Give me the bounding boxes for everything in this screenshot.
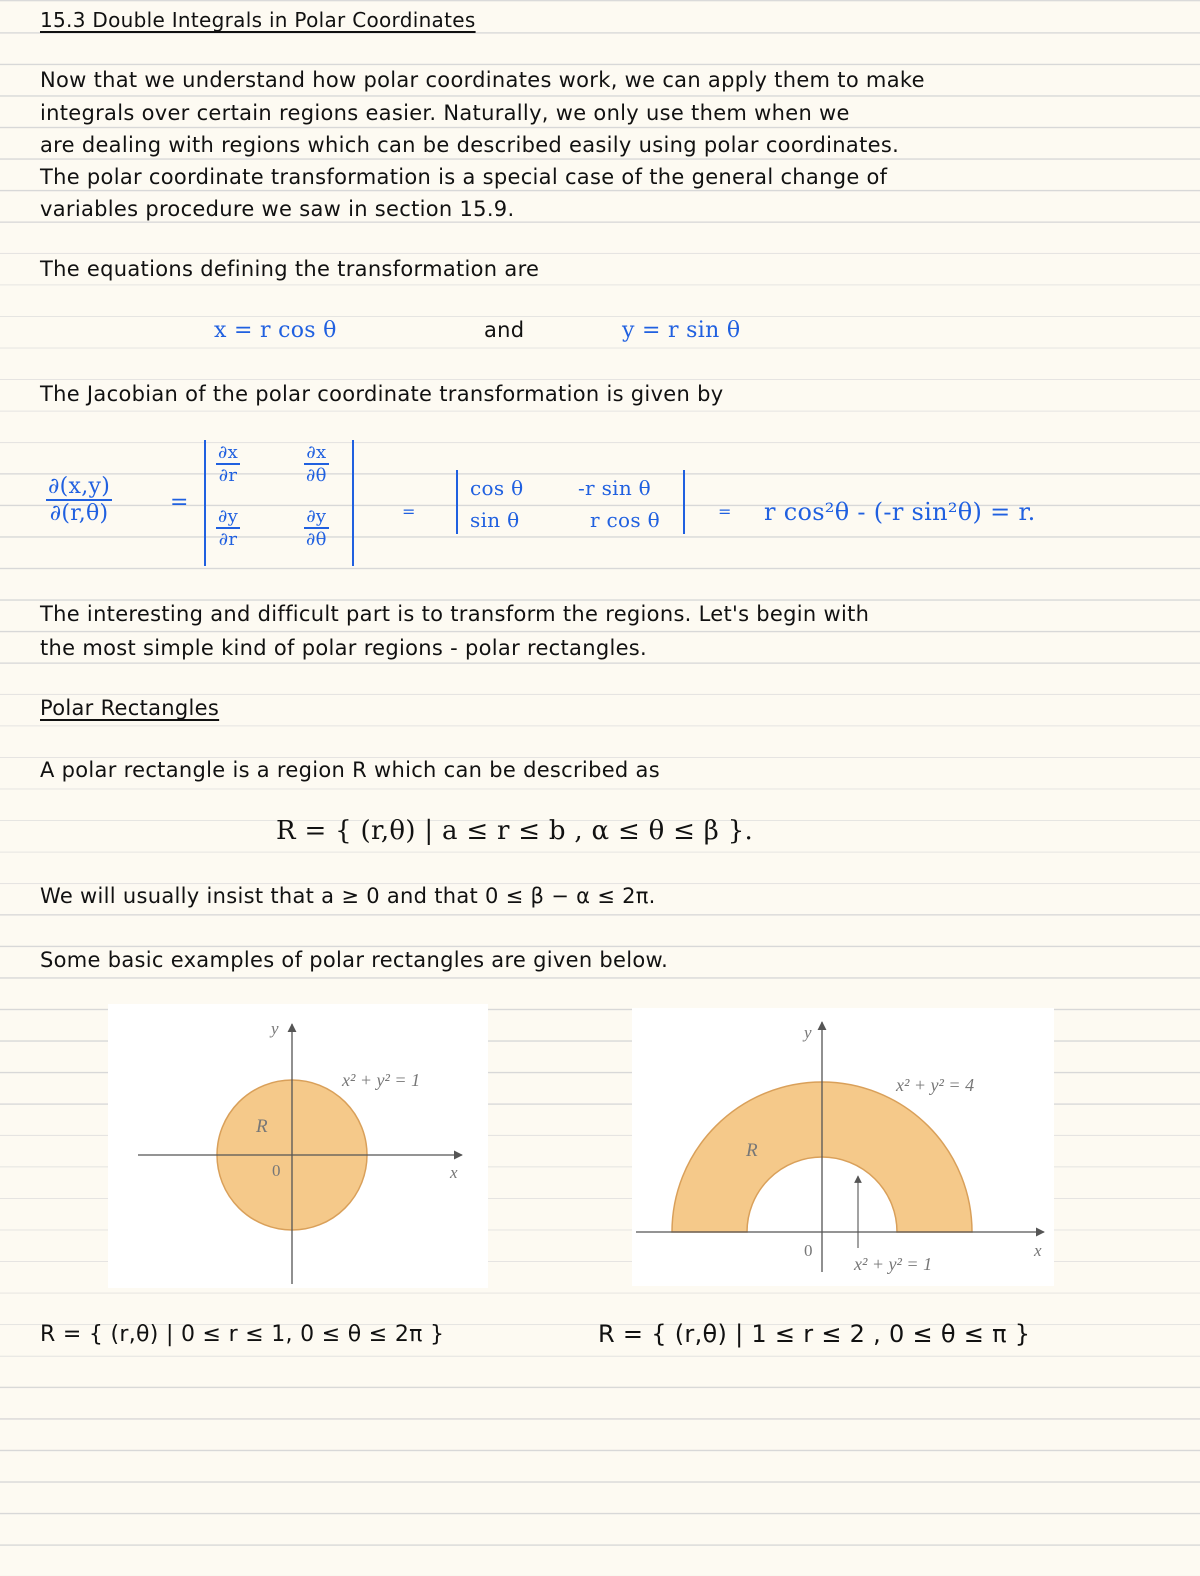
jacobian-equals-2: =: [402, 502, 416, 521]
partial-y-theta-num: ∂y: [304, 506, 329, 529]
partial-x-r: [216, 442, 240, 486]
definition-set: R = { (r,θ) | a ≤ r ≤ b , α ≤ θ ≤ β }.: [276, 816, 754, 846]
insist-text: We will usually insist that a ≥ 0 and that 0 ≤ β − α ≤ 2π.: [40, 884, 656, 908]
fig2-region-label: R: [746, 1140, 758, 1161]
partial-y-r-num: ∂y: [218, 506, 239, 527]
intro-line-2: integrals over certain regions easier. Naturally, we only use them when we: [40, 101, 850, 125]
matrix-cos: cos θ: [470, 476, 524, 500]
partial-y-theta-den: ∂θ: [306, 529, 327, 550]
partial-y-theta: [304, 506, 329, 550]
jacobian-lhs-denominator: ∂(r,θ): [49, 501, 109, 526]
partial-x-theta: [304, 442, 329, 486]
regions-line-2: the most simple kind of polar regions - polar rectangles.: [40, 636, 648, 660]
examples-text: Some basic examples of polar rectangles are given below.: [40, 948, 669, 972]
equation-and: and: [484, 318, 525, 342]
jacobian-intro: The Jacobian of the polar coordinate transformation is given by: [40, 382, 724, 406]
partial-y-r: [216, 506, 240, 550]
partial-y-r-den: ∂r: [218, 529, 238, 550]
intro-line-3: are dealing with regions which can be described easily using polar coordinates.: [40, 133, 900, 157]
jacobian-equals-3: =: [718, 502, 732, 521]
fig2-inner-label: x² + y² = 1: [854, 1254, 933, 1274]
partial-x-theta-den: ∂θ: [306, 465, 327, 486]
determinant-bar-right-1: [352, 440, 354, 566]
matrix-r-cos: r cos θ: [590, 508, 660, 532]
fig1-x-label: x: [450, 1163, 458, 1182]
definition-text: A polar rectangle is a region R which can be described as: [40, 758, 660, 782]
figure-unit-disk-svg: [108, 1004, 488, 1288]
jacobian-lhs-fraction: [46, 474, 112, 526]
jacobian-result: r cos²θ - (-r sin²θ) = r.: [764, 498, 1036, 526]
page-title: 15.3 Double Integrals in Polar Coordinates: [40, 8, 476, 32]
fig2-outer-label: x² + y² = 4: [896, 1075, 975, 1095]
intro-line-5: variables procedure we saw in section 15.9.: [40, 197, 515, 221]
fig1-curve-label: x² + y² = 1: [342, 1070, 421, 1090]
determinant-bar-left-2: [456, 470, 458, 534]
partial-x-r-num: ∂x: [218, 442, 239, 463]
jacobian-equals-1: =: [170, 490, 189, 515]
fig2-x-label: x: [1034, 1241, 1042, 1260]
section-heading-polar-rectangles: Polar Rectangles: [40, 696, 220, 720]
partial-x-theta-num: ∂x: [304, 442, 329, 465]
intro-line-4: The polar coordinate transformation is a special case of the general change of: [40, 165, 888, 189]
fig1-region-label: R: [256, 1116, 268, 1137]
matrix-sin: sin θ: [470, 508, 520, 532]
determinant-bar-left-1: [204, 440, 206, 566]
fig2-y-label: y: [804, 1023, 812, 1042]
fig2-origin-label: 0: [804, 1241, 813, 1260]
fig1-y-label: y: [271, 1019, 279, 1038]
figure-half-annulus: [632, 1008, 1054, 1286]
figure2-caption: R = { (r,θ) | 1 ≤ r ≤ 2 , 0 ≤ θ ≤ π }: [598, 1320, 1031, 1348]
figure-half-annulus-svg: [632, 1008, 1054, 1286]
equation-x: x = r cos θ: [214, 318, 337, 343]
partial-x-r-den: ∂r: [218, 465, 238, 486]
equations-intro: The equations defining the transformation are: [40, 257, 540, 281]
figure1-caption: R = { (r,θ) | 0 ≤ r ≤ 1, 0 ≤ θ ≤ 2π }: [40, 1322, 445, 1347]
regions-line-1: The interesting and difficult part is to transform the regions. Let's begin with: [40, 602, 870, 626]
matrix-neg-r-sin: -r sin θ: [578, 476, 652, 500]
fig1-origin-label: 0: [272, 1161, 281, 1180]
jacobian-lhs-numerator: ∂(x,y): [48, 474, 111, 499]
figure-unit-disk: [108, 1004, 488, 1288]
intro-line-1: Now that we understand how polar coordinates work, we can apply them to make: [40, 68, 925, 92]
determinant-bar-right-2: [683, 470, 685, 534]
equation-y: y = r sin θ: [622, 318, 741, 343]
